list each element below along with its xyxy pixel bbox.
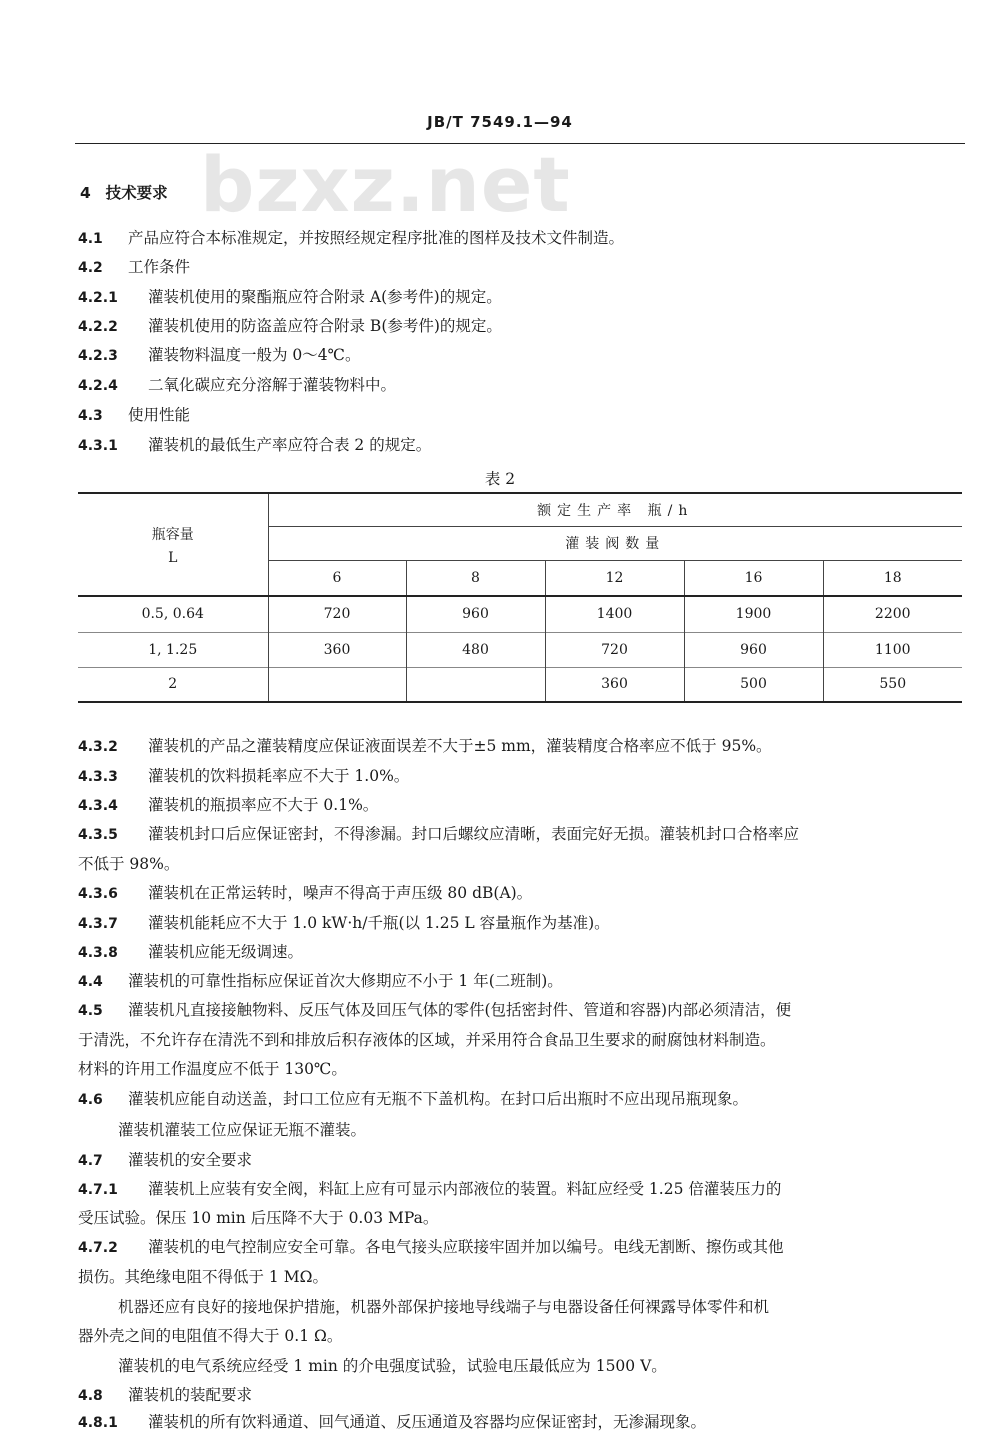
clause-number: 4.6 <box>78 1092 103 1108</box>
rate-cell: 480 <box>406 632 545 667</box>
clause-4-5 <box>78 1000 791 1021</box>
clause-4-3-3 <box>78 766 409 787</box>
clause-4-2-4 <box>78 375 396 396</box>
clause-text: 灌装机封口后应保证密封，不得渗漏。封口后螺纹应清晰，表面完好无损。灌装机封口合格率应 <box>148 825 800 843</box>
table-row <box>78 596 962 632</box>
clause-number: 4.2.4 <box>78 378 118 394</box>
clause-text: 灌装机的可靠性指标应保证首次大修期应不小于 1 年(二班制)。 <box>128 972 563 990</box>
rate-cell <box>406 667 545 702</box>
clause-4-7-1 <box>78 1179 781 1200</box>
document-code-header: JB/T 7549.1—94 <box>427 113 573 131</box>
watermark: bzxz.net <box>200 140 571 229</box>
valve-count-cell: 6 <box>268 560 406 596</box>
clause-text: 灌装机应能自动送盖，封口工位应有无瓶不下盖机构。在封口后出瓶时不应出现吊瓶现象。 <box>128 1090 749 1108</box>
clause-4-3-4 <box>78 795 378 816</box>
clause-number: 4.8.1 <box>78 1415 118 1431</box>
clause-number: 4.2.2 <box>78 319 118 335</box>
clause-text: 工作条件 <box>128 258 191 276</box>
rate-cell <box>268 667 406 702</box>
valve-count-cell: 18 <box>823 560 962 596</box>
clause-number: 4.5 <box>78 1003 103 1019</box>
rate-cell: 2200 <box>874 606 911 623</box>
clause-number: 4.8 <box>78 1388 103 1404</box>
clause-number: 4.3.1 <box>78 438 118 454</box>
valve-count-cell: 12 <box>545 560 684 596</box>
rate-cell: 960 <box>684 632 823 667</box>
clause-4-3-5 <box>78 824 799 845</box>
clause-4-3 <box>78 405 190 426</box>
clause-number: 4.3.5 <box>78 827 118 843</box>
dielectric-para: 灌装机的电气系统应经受 1 min 的介电强度试验，试验电压最低应为 1500 V。 <box>118 1357 667 1375</box>
clause-text: 使用性能 <box>128 406 191 424</box>
clause-4-5-cont2: 材料的许用工作温度应不低于 130℃。 <box>78 1060 347 1078</box>
clause-number: 4.2.3 <box>78 348 118 364</box>
capacity-cell: 0.5, 0.64 <box>78 596 268 632</box>
clause-number: 4.4 <box>78 974 103 990</box>
clause-text: 灌装机凡直接接触物料、反压气体及回压气体的零件(包括密封件、管道和容器)内部必须清洁，便 <box>128 1001 792 1019</box>
grounding-para: 机器还应有良好的接地保护措施，机器外部保护接地导线端子与电器设备任何裸露导体零件和机 <box>118 1298 770 1316</box>
rate-cell: 550 <box>823 667 962 702</box>
clause-4-3-7 <box>78 913 610 934</box>
clause-4-2-2 <box>78 316 502 337</box>
clause-number: 4.3.7 <box>78 916 118 932</box>
table-caption: 表 2 <box>484 470 516 488</box>
clause-4-6-para: 灌装机灌装工位应保证无瓶不灌装。 <box>118 1121 367 1139</box>
clause-4-5-cont: 于清洗，不允许存在清洗不到和排放后积存液体的区域，并采用符合食品卫生要求的耐腐蚀材料制造。 <box>78 1031 776 1049</box>
clause-text: 灌装机的所有饮料通道、回气通道、反压通道及容器均应保证密封，无渗漏现象。 <box>148 1413 707 1431</box>
clause-text: 灌装机的饮料损耗率应不大于 1.0%。 <box>148 767 410 785</box>
clause-4-6 <box>78 1089 748 1110</box>
clause-text: 灌装机的最低生产率应符合表 2 的规定。 <box>148 436 432 454</box>
clause-4-8-1 <box>78 1412 706 1433</box>
clause-4-3-2 <box>78 736 772 757</box>
capacity-cell: 1, 1.25 <box>78 632 268 667</box>
clause-number: 4.3.8 <box>78 945 118 961</box>
section-title: 技术要求 <box>105 184 168 202</box>
table-row <box>78 632 962 667</box>
header-rule <box>75 143 965 144</box>
clause-number: 4.2 <box>78 260 103 276</box>
rate-cell: 720 <box>545 632 684 667</box>
clause-number: 4.3 <box>78 408 103 424</box>
clause-text: 灌装机的产品之灌装精度应保证液面误差不大于±5 mm，灌装精度合格率应不低于 95%。 <box>148 737 772 755</box>
clause-4-2 <box>78 257 190 278</box>
clause-number: 4.2.1 <box>78 290 118 306</box>
clause-number: 4.1 <box>78 231 103 247</box>
clause-number: 4.3.2 <box>78 739 118 755</box>
clause-4-3-5-cont: 不低于 98%。 <box>78 855 180 873</box>
rate-cell: 500 <box>684 667 823 702</box>
table-row <box>78 667 962 702</box>
clause-4-3-6 <box>78 883 532 904</box>
section-heading <box>80 183 168 203</box>
clause-4-7 <box>78 1150 252 1171</box>
clause-number: 4.3.3 <box>78 769 118 785</box>
clause-text: 灌装机的瓶损率应不大于 0.1%。 <box>148 796 379 814</box>
clause-number: 4.3.4 <box>78 798 118 814</box>
clause-text: 产品应符合本标准规定，并按照经规定程序批准的图样及技术文件制造。 <box>128 229 625 247</box>
clause-4-7-2 <box>78 1237 784 1258</box>
rate-cell: 360 <box>545 667 684 702</box>
clause-4-4 <box>78 971 563 992</box>
clause-4-3-8 <box>78 942 303 963</box>
clause-number: 4.3.6 <box>78 886 118 902</box>
rate-cell: 1100 <box>823 632 962 667</box>
rated-rate-header: 额定生产率 瓶/h <box>268 493 962 526</box>
clause-text: 灌装机能耗应不大于 1.0 kW·h/千瓶(以 1.25 L 容量瓶作为基准)。 <box>148 914 610 932</box>
clause-text: 灌装机在正常运转时，噪声不得高于声压级 80 dB(A)。 <box>148 884 533 902</box>
clause-text: 灌装机应能无级调速。 <box>148 943 304 961</box>
rate-cell: 360 <box>268 632 406 667</box>
section-number: 4 <box>80 184 91 202</box>
clause-4-2-1 <box>78 287 502 308</box>
valve-count-cell: 16 <box>684 560 823 596</box>
clause-number: 4.7.2 <box>78 1240 118 1256</box>
clause-text: 灌装机的电气控制应安全可靠。各电气接头应联接牢固并加以编号。电线无割断、擦伤或其他 <box>148 1238 784 1256</box>
rate-cell: 960 <box>406 596 545 632</box>
production-rate-table <box>78 492 962 703</box>
clause-text: 二氧化碳应充分溶解于灌装物料中。 <box>148 376 397 394</box>
clause-number: 4.7 <box>78 1153 103 1169</box>
clause-4-1 <box>78 228 624 249</box>
clause-4-8 <box>78 1385 252 1406</box>
clause-text: 灌装机使用的防盗盖应符合附录 B(参考件)的规定。 <box>148 317 502 335</box>
clause-4-7-1-cont: 受压试验。保压 10 min 后压降不大于 0.03 MPa。 <box>78 1209 439 1227</box>
clause-4-2-3 <box>78 345 361 366</box>
rate-cell: 720 <box>268 596 406 632</box>
rate-cell: 1900 <box>684 596 823 632</box>
clause-number: 4.7.1 <box>78 1182 118 1198</box>
clause-4-3-1 <box>78 435 431 456</box>
clause-4-7-2-cont: 损伤。其绝缘电阻不得低于 1 MΩ。 <box>78 1268 328 1286</box>
grounding-para-cont: 器外壳之间的电阻值不得大于 0.1 Ω。 <box>78 1327 343 1345</box>
clause-text: 灌装机的安全要求 <box>128 1151 253 1169</box>
clause-text: 灌装机使用的聚酯瓶应符合附录 A(参考件)的规定。 <box>148 288 502 306</box>
clause-text: 灌装机上应装有安全阀，料缸上应有可显示内部液位的装置。料缸应经受 1.25 倍灌装压力的 <box>148 1180 782 1198</box>
capacity-header-unit: L <box>168 549 178 566</box>
capacity-cell: 2 <box>78 667 268 702</box>
capacity-header-label: 瓶容量 <box>151 526 194 543</box>
capacity-header <box>78 493 268 596</box>
clause-text: 灌装机的装配要求 <box>128 1386 253 1404</box>
clause-text: 灌装物料温度一般为 0～4℃。 <box>148 346 361 364</box>
rate-cell: 1400 <box>545 596 684 632</box>
valve-count-cell: 8 <box>406 560 545 596</box>
valve-count-header: 灌装阀数量 <box>268 526 962 560</box>
